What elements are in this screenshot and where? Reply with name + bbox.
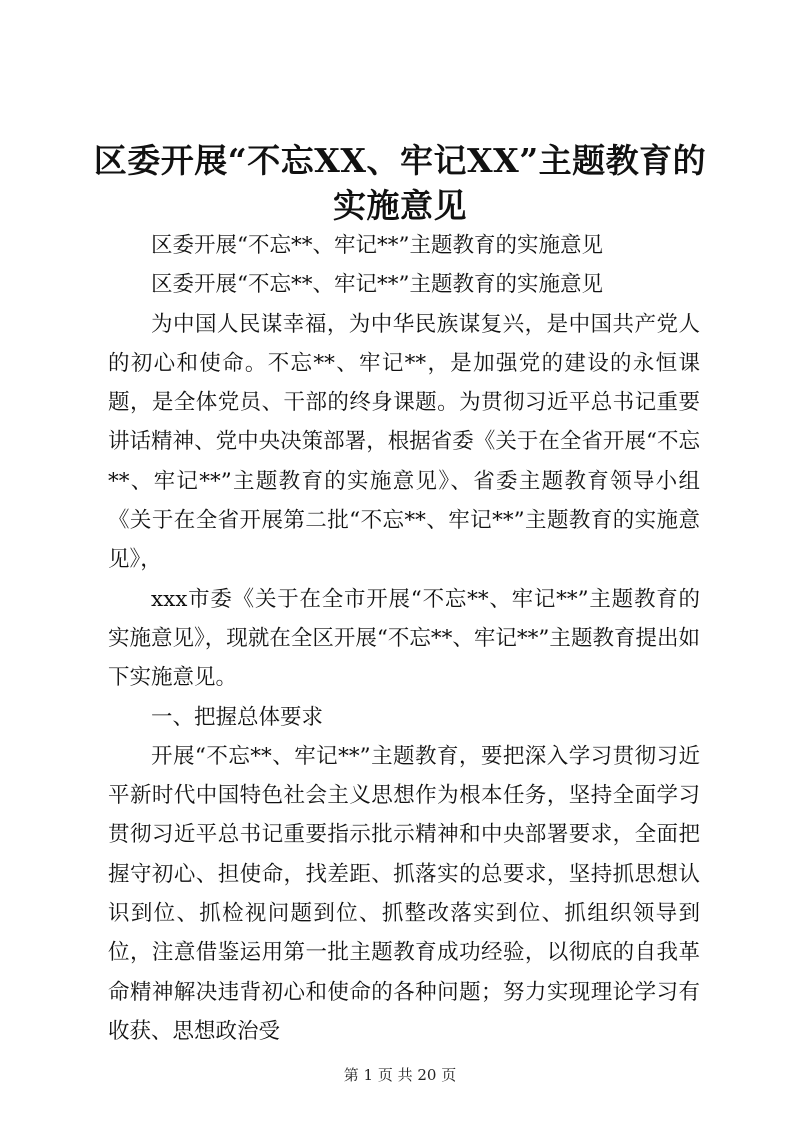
document-title: 区委开展“不忘XX、牢记XX”主题教育的实施意见	[93, 141, 707, 225]
paragraph-subtitle-2: 区委开展“不忘**、牢记**”主题教育的实施意见	[151, 272, 603, 298]
paragraph-subtitle-1: 区委开展“不忘**、牢记**”主题教育的实施意见	[151, 233, 603, 258]
paragraph-intro: 为中国人民谋幸福，为中华民族谋复兴，是中国共产党人的初心和使命。不忘**、牢记**，是加强党的建设的永恒课题，是全体党员、干部的终身课题。为贯彻习近平总书记重要讲话精神、党中央决策部署，根据省委《关于在全省开展“不忘**、牢记**”主题教育的实施意见》、省委主题教育领导小组《关于在全省开展第二批“不忘**、牢记**”主题教育的实施意见》，	[108, 311, 700, 573]
document-body	[108, 226, 700, 1051]
paragraph-city-committee: xxx市委《关于在全市开展“不忘**、牢记**”主题教育的实施意见》，现就在全区开展“不忘**、牢记**”主题教育提出如下实施意见。	[108, 586, 700, 691]
section-heading-1: 一、把握总体要求	[151, 704, 324, 730]
paragraph-requirements: 开展“不忘**、牢记**”主题教育，要把深入学习贯彻习近平新时代中国特色社会主义思想作为根本任务，坚持全面学习贯彻习近平总书记重要指示批示精神和中央部署要求，全面把握守初心、担使命，找差距、抓落实的总要求，坚持抓思想认识到位、抓检视问题到位、抓整改落实到位、抓组织领导到位，注意借鉴运用第一批主题教育成功经验，以彻底的自我革命精神解决违背初心和使命的各种问题；努力实现理论学习有收获、思想政治受	[108, 743, 700, 1044]
page-number-footer: 第 1 页 共 20 页	[343, 1066, 457, 1084]
